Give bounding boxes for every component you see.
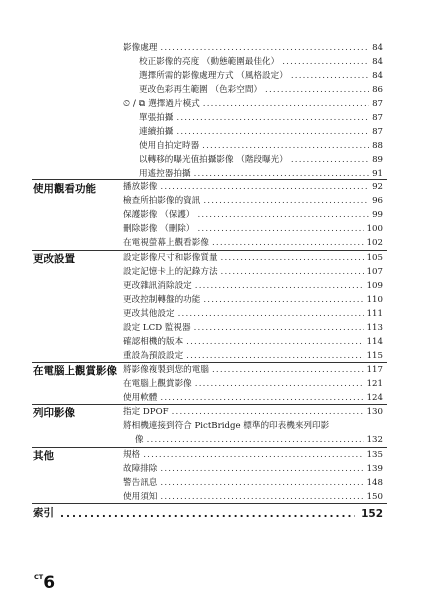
toc-entry[interactable]: 重設為預設設定 ..... 115 bbox=[123, 350, 383, 363]
toc-entry[interactable]: 更改控制轉盤的功能 ..... 110 bbox=[123, 294, 383, 307]
section-title: 使用觀看功能 bbox=[33, 183, 96, 195]
toc-entry[interactable]: 刪除影像 （刪除） ..... 100 bbox=[123, 223, 383, 236]
toc-entry[interactable]: ⏲ / ⧉ 選擇過片模式 ..... 87 bbox=[123, 98, 383, 111]
page-number-value: 6 bbox=[43, 573, 56, 593]
section-title: 更改設置 bbox=[33, 253, 75, 265]
toc-entry[interactable]: 更改其他設定 ..... 111 bbox=[123, 308, 383, 321]
toc-entry[interactable]: 將影像複製到您的電腦 ..... 117 bbox=[123, 364, 383, 377]
toc-entry[interactable]: 設定記憶卡上的記錄方法 ..... 107 bbox=[123, 266, 383, 279]
toc-entry[interactable]: 指定 DPOF ..... 130 bbox=[123, 406, 383, 419]
toc-entry-line1[interactable]: 將相機連接到符合 PictBridge 標準的印表機來列印影 bbox=[123, 421, 330, 431]
toc-entry[interactable]: 設定影像尺寸和影像質量 ..... 105 bbox=[123, 252, 383, 265]
toc-entry[interactable]: 警告訊息 ..... 148 bbox=[123, 477, 383, 490]
page-number-prefix: CT bbox=[34, 573, 44, 581]
section-divider bbox=[32, 179, 387, 180]
toc-entry[interactable]: 使用須知 ..... 150 bbox=[123, 491, 383, 504]
self-timer-drive-mode-icon: ⏲ / ⧉ bbox=[123, 99, 146, 109]
toc-index-entry[interactable] bbox=[33, 504, 383, 520]
toc-entry[interactable]: 保護影像 （保護） ..... 99 bbox=[123, 209, 383, 222]
toc-entry[interactable]: 單張拍攝 ..... 87 bbox=[139, 112, 383, 125]
toc-entry-continuation[interactable]: 像 ..... 132 bbox=[135, 434, 383, 447]
toc-entry[interactable]: 用遙控器拍攝 ..... 91 bbox=[139, 168, 383, 181]
toc-entry[interactable]: 在電腦上觀賞影像 ..... 121 bbox=[123, 378, 383, 391]
section-divider bbox=[32, 250, 387, 251]
section-title: 其他 bbox=[33, 450, 54, 462]
section-title: 列印影像 bbox=[33, 407, 75, 419]
toc-entry[interactable]: 更改色彩再生範圍 （色彩空間） ..... 86 bbox=[139, 84, 383, 97]
section-divider bbox=[32, 447, 387, 448]
toc-entry[interactable]: 使用自拍定時器 ..... 88 bbox=[139, 140, 383, 153]
index-page: 152 bbox=[361, 508, 383, 520]
toc-entry[interactable]: 校正影像的亮度 （動態範圍最佳化） ..... 84 bbox=[139, 56, 383, 69]
toc-entry[interactable]: 更改雜訊消除設定 ..... 109 bbox=[123, 280, 383, 293]
toc-entry[interactable]: 在電視螢幕上觀看影像 ..... 102 bbox=[123, 237, 383, 250]
toc-entry[interactable]: 設定 LCD 監視器 ..... 113 bbox=[123, 322, 383, 335]
toc-entry[interactable]: 影像處理 ..... 84 bbox=[123, 42, 383, 55]
page-number bbox=[34, 573, 55, 593]
toc-entry[interactable]: 故障排除 ..... 139 bbox=[123, 463, 383, 476]
toc-entry[interactable]: 連續拍攝 ..... 87 bbox=[139, 126, 383, 139]
section-title: 在電腦上觀賞影像 bbox=[33, 365, 117, 377]
toc-entry[interactable]: 檢查所拍影像的資訊 ..... 96 bbox=[123, 195, 383, 208]
toc-entry[interactable]: 規格 ..... 135 bbox=[123, 449, 383, 462]
toc-entry[interactable]: 選擇所需的影像處理方式 （風格設定） ..... 84 bbox=[139, 70, 383, 83]
toc-entry[interactable]: 以轉移的曝光值拍攝影像 （階段曝光） ..... 89 bbox=[139, 154, 383, 167]
toc-entry[interactable]: 播放影像 ..... 92 bbox=[123, 181, 383, 194]
index-label: 索引 bbox=[33, 507, 54, 519]
toc-entry[interactable]: 確認相機的版本 ..... 114 bbox=[123, 336, 383, 349]
section-divider bbox=[32, 404, 387, 405]
toc-entry[interactable]: 使用軟體 ..... 124 bbox=[123, 392, 383, 405]
section-divider bbox=[32, 362, 387, 363]
